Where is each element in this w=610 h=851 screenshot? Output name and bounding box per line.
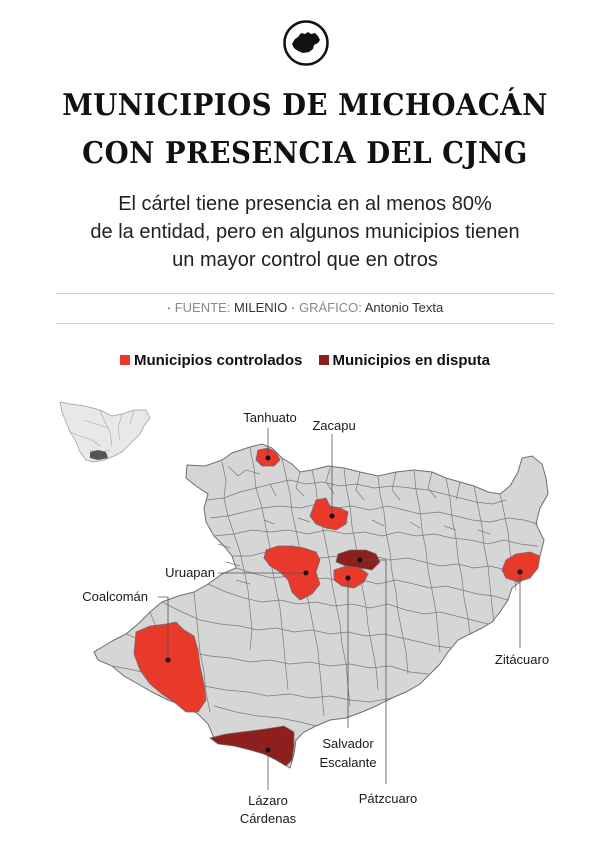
- label-zacapu: Zacapu: [312, 418, 356, 433]
- label-patzcuaro: Pátzcuaro: [358, 791, 418, 806]
- source-label: FUENTE:: [174, 300, 231, 315]
- label-lazaro-cardenas-l1: Lázaro: [248, 793, 288, 808]
- dot-zacapu: [330, 514, 335, 519]
- subtitle-line: un mayor control que en otros: [172, 249, 438, 271]
- legend-label: Municipios en disputa: [332, 352, 491, 369]
- dot-lazaro-cardenas: [266, 748, 271, 753]
- source-value: MILENIO: [233, 300, 288, 315]
- graphic-value: Antonio Texta: [364, 300, 444, 315]
- label-uruapan: Uruapan: [165, 565, 215, 580]
- dot-zitacuaro: [518, 570, 523, 575]
- credits: · FUENTE: MILENIO · GRÁFICO: Antonio Texta: [166, 300, 444, 315]
- page-title-line2: CON PRESENCIA DEL CJNG: [82, 136, 528, 171]
- label-lazaro-cardenas-l2: Cárdenas: [239, 811, 297, 826]
- dot-coalcoman: [166, 658, 171, 663]
- mexico-inset: [60, 402, 150, 462]
- label-coalcoman: Coalcomán: [82, 589, 148, 604]
- label-zitacuaro: Zitácuaro: [494, 652, 550, 667]
- dot-patzcuaro: [358, 558, 363, 563]
- legend-label: Municipios controlados: [133, 352, 303, 369]
- subtitle-line: de la entidad, pero en algunos municipios tienen: [90, 221, 520, 243]
- label-salvador-escalante-l1: Salvador: [322, 736, 374, 751]
- graphic-label: GRÁFICO:: [298, 300, 362, 315]
- label-salvador-escalante-l2: Escalante: [319, 755, 377, 770]
- dot-salvador-escalante: [346, 576, 351, 581]
- subtitle-line: El cártel tiene presencia en al menos 80%: [118, 193, 492, 215]
- michoacan-state: [94, 444, 548, 768]
- label-tanhuato: Tanhuato: [243, 410, 297, 425]
- page-title-line1: MUNICIPIOS DE MICHOACÁN: [62, 88, 548, 123]
- dot-uruapan: [304, 571, 309, 576]
- dot-tanhuato: [266, 456, 271, 461]
